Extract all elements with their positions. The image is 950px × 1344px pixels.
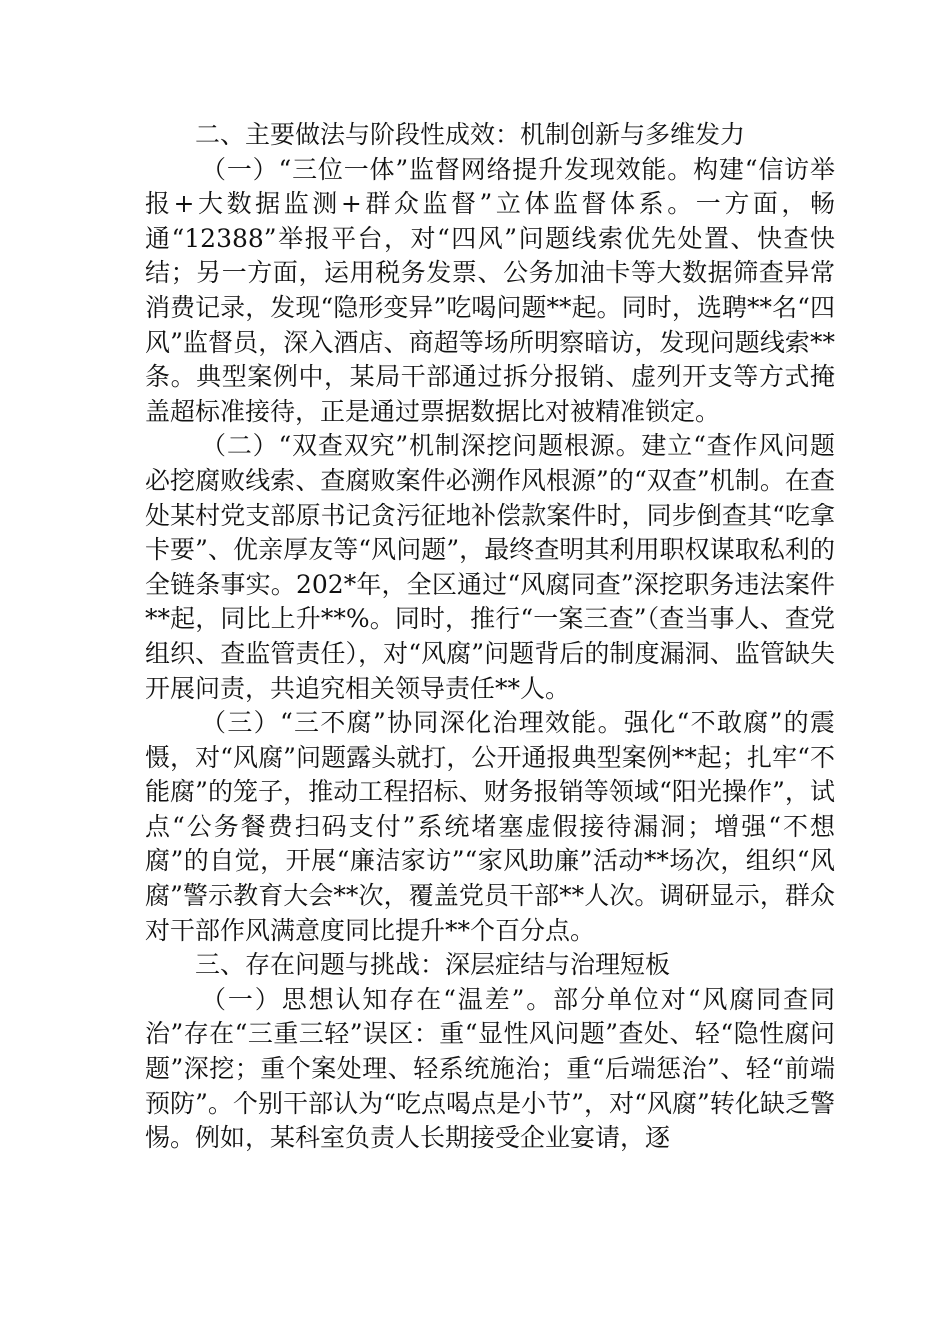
paragraph-2-3: （三）“三不腐”协同深化治理效能。强化“不敢腐”的震慑，对“风腐”问题露头就打，公开通报典型案例**起；扎牢“不能腐”的笼子，推动工程招标、财务报销等领域“阳光操作”，试点“公务餐费扫码支付”系统堵塞虚假接待漏洞；增强“不想腐”的自觉，开展“廉洁家访”“家风助廉”活动**场次，组织“风腐”警示教育大会**次，覆盖党员干部**人次。调研显示，群众对干部作风满意度同比提升**个百分点。 <box>145 708 835 945</box>
document-body <box>145 118 835 1156</box>
paragraph-2-2: （二）“双查双究”机制深挖问题根源。建立“查作风问题必挖腐败线索、查腐败案件必溯作风根源”的“双查”机制。在查处某村党支部原书记贪污征地补偿款案件时，同步倒查其“吃拿卡要”、优亲厚友等“风问题”，最终查明其利用职权谋取私利的全链条事实。202*年，全区通过“风腐同查”深挖职务违法案件**起，同比上升**%。同时，推行“一案三查”（查当事人、查党组织、查监管责任），对“风腐”问题背后的制度漏洞、监管缺失开展问责，共追究相关领导责任**人。 <box>145 431 835 703</box>
section-heading-2: 二、主要做法与阶段性成效：机制创新与多维发力 <box>195 120 746 149</box>
paragraph-2-1: （一）“三位一体”监督网络提升发现效能。构建“信访举报+大数据监测+群众监督”立体监督体系。一方面，畅通“12388”举报平台，对“四风”问题线索优先处置、快查快结；另一方面，运用税务发票、公务加油卡等大数据筛查异常消费记录，发现“隐形变异”吃喝问题**起。同时，选聘**名“四风”监督员，深入酒店、商超等场所明察暗访，发现问题线索**条。典型案例中，某局干部通过拆分报销、虚列开支等方式掩盖超标准接待，正是通过票据数据比对被精准锁定。 <box>145 154 835 426</box>
paragraph-3-1: （一）思想认知存在“温差”。部分单位对“风腐同查同治”存在“三重三轻”误区：重“显性风问题”查处、轻“隐性腐问题”深挖；重个案处理、轻系统施治；重“后端惩治”、轻“前端预防”。个别干部认为“吃点喝点是小节”，对“风腐”转化缺乏警惕。例如，某科室负责人长期接受企业宴请，逐 <box>145 984 835 1153</box>
section-heading-3: 三、存在问题与挑战：深层症结与治理短板 <box>195 950 671 980</box>
